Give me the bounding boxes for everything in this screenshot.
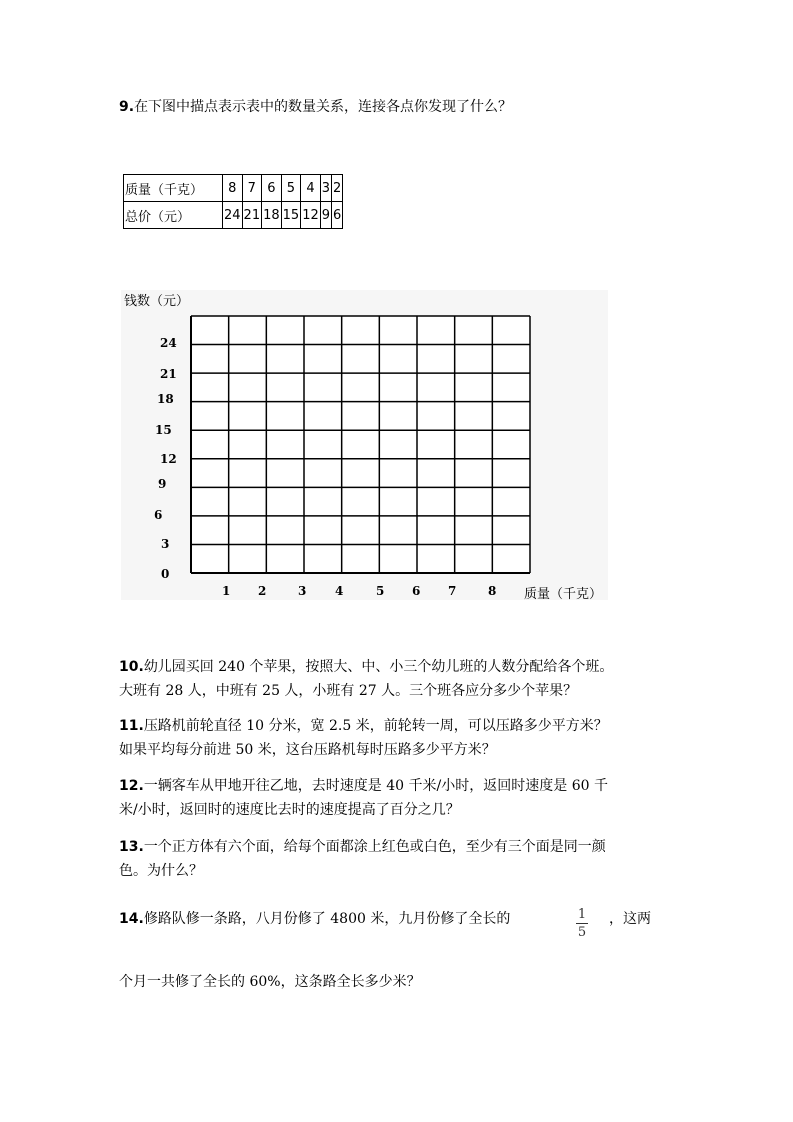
y-tick-label: 15 [155, 423, 172, 437]
table-cell: 12 [301, 202, 321, 229]
question-line: 一个正方体有六个面，给每个面都涂上红色或白色，至少有三个面是同一颜 [143, 839, 606, 855]
question-14-continuation: ，这两 [609, 911, 651, 927]
question-line: 色。为什么？ [119, 863, 203, 879]
x-tick-label: 8 [488, 584, 497, 598]
question-number: 10. [119, 659, 144, 675]
question-12 [119, 774, 608, 822]
x-tick-label: 4 [335, 584, 344, 598]
question-line: 米/小时，返回时的速度比去时的速度提高了百分之几？ [119, 802, 460, 818]
table-cell: 21 [242, 202, 262, 229]
y-tick-label: 0 [161, 567, 170, 581]
question-number: 9. [119, 99, 135, 115]
x-tick-label: 1 [222, 584, 231, 598]
table-cell: 6 [262, 175, 282, 202]
x-tick-label: 3 [298, 584, 307, 598]
table-cell: 3 [320, 175, 331, 202]
y-tick-label: 12 [160, 452, 177, 466]
y-tick-label: 6 [154, 508, 163, 522]
question-line: 幼儿园买回 240 个苹果，按照大、中、小三个幼儿班的人数分配给各个班。 [143, 659, 614, 675]
question-line: 个月一共修了全长的 60%，这条路全长多少米？ [119, 974, 421, 990]
row-header-price: 总价（元） [124, 202, 223, 229]
question-14 [119, 907, 510, 931]
question-number: 12. [119, 778, 144, 794]
y-tick-label: 24 [160, 336, 177, 350]
question-11 [119, 714, 608, 762]
question-line: 一辆客车从甲地开往乙地，去时速度是 40 千米/小时，返回时速度是 60 千 [143, 778, 608, 794]
table-cell: 18 [262, 202, 282, 229]
y-tick-label: 9 [158, 477, 167, 491]
fraction-numerator: 1 [577, 907, 587, 922]
table-cell: 6 [332, 202, 343, 229]
question-line: 修路队修一条路，八月份修了 4800 米，九月份修了全长的 [143, 911, 511, 927]
question-number: 13. [119, 839, 144, 855]
question-13 [119, 835, 606, 883]
row-header-mass: 质量（千克） [124, 175, 223, 202]
question-line: 如果平均每分前进 50 米，这台压路机每时压路多少平方米？ [119, 742, 496, 758]
x-tick-label: 5 [376, 584, 385, 598]
y-tick-label: 21 [160, 367, 177, 381]
table-cell: 4 [301, 175, 321, 202]
x-tick-label: 2 [258, 584, 267, 598]
fraction-one-fifth [574, 907, 590, 940]
table-cell: 5 [281, 175, 301, 202]
table-cell: 7 [242, 175, 262, 202]
y-tick-label: 18 [157, 392, 174, 406]
question-number: 11. [119, 718, 144, 734]
table-cell: 9 [320, 202, 331, 229]
question-number: 14. [119, 911, 144, 927]
y-axis-title: 钱数（元） [124, 294, 190, 309]
table-cell: 2 [332, 175, 343, 202]
question-10 [119, 655, 613, 703]
question-text: 在下图中描点表示表中的数量关系，连接各点你发现了什么？ [134, 99, 513, 115]
question-line: 压路机前轮直径 10 分米，宽 2.5 米，前轮转一周，可以压路多少平方米？ [143, 718, 608, 734]
fraction-denominator: 5 [577, 925, 587, 940]
x-axis-title: 质量（千克） [524, 587, 603, 602]
table-cell: 15 [281, 202, 301, 229]
x-tick-label: 7 [448, 584, 457, 598]
x-tick-label: 6 [412, 584, 421, 598]
table-cell: 24 [223, 202, 243, 229]
fraction-bar [576, 923, 588, 924]
question-line: 大班有 28 人，中班有 25 人，小班有 27 人。三个班各应分多少个苹果？ [119, 683, 578, 699]
y-tick-label: 3 [161, 537, 170, 551]
table-cell: 8 [223, 175, 243, 202]
